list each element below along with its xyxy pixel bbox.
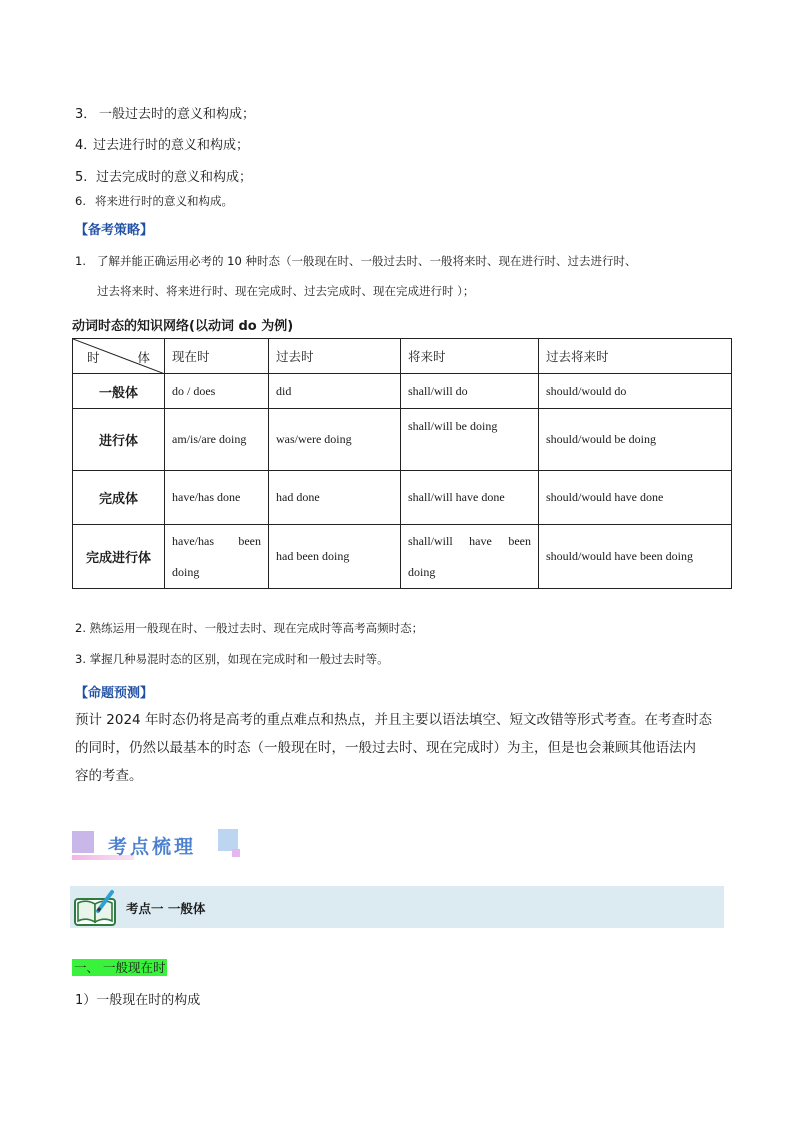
tense-table bbox=[72, 338, 732, 589]
table-cell: am/is/are doing bbox=[165, 409, 269, 471]
table-row bbox=[73, 525, 732, 589]
table-caption: 动词时态的知识网络(以动词 do 为例) bbox=[72, 319, 294, 334]
section-banner bbox=[72, 829, 242, 861]
table-row bbox=[73, 471, 732, 525]
banner-square-blue bbox=[218, 829, 238, 851]
prediction-paragraph bbox=[75, 706, 725, 790]
table-cell: had done bbox=[269, 471, 401, 525]
banner-square-pink bbox=[232, 849, 240, 857]
row-label: 一般体 bbox=[73, 374, 165, 409]
table-cell: had been doing bbox=[269, 525, 401, 589]
table-cell: should/would have been doing bbox=[539, 525, 732, 589]
table-cell: should/would be doing bbox=[539, 409, 732, 471]
kaodian-bar bbox=[70, 886, 724, 928]
intro-item-3: 3． 一般过去时的意义和构成； bbox=[75, 107, 256, 122]
section-heading bbox=[72, 957, 167, 976]
table-cell: do / does bbox=[165, 374, 269, 409]
strategy-item-1-line-2: 过去将来时、将来进行时、现在完成时、过去完成时、现在完成进行时 ）； bbox=[97, 284, 475, 298]
table-cell: should/would have done bbox=[539, 471, 732, 525]
strategy-item-2: 2. 熟练运用一般现在时、一般过去时、现在完成时等高考高频时态； bbox=[75, 621, 424, 635]
column-header: 将来时 bbox=[401, 339, 539, 374]
column-header: 过去时 bbox=[269, 339, 401, 374]
table-cell: shall/will have done bbox=[401, 471, 539, 525]
strategy-heading: 【备考策略】 bbox=[75, 223, 154, 238]
table-row bbox=[73, 374, 732, 409]
prediction-line: 容的考查。 bbox=[75, 768, 143, 784]
column-header: 现在时 bbox=[165, 339, 269, 374]
table-cell: was/were doing bbox=[269, 409, 401, 471]
section-highlight: 一、 一般现在时 bbox=[74, 960, 166, 975]
kaodian-title: 考点一 一般体 bbox=[126, 901, 206, 916]
table-header-row bbox=[73, 339, 732, 374]
table-cell: shall/will be doing bbox=[401, 409, 539, 471]
corner-label-aspect: 体 bbox=[137, 350, 150, 365]
prediction-line: 的同时，仍然以最基本的时态（一般现在时，一般过去时、现在完成时）为主，但是也会兼顾其他语法内 bbox=[75, 740, 696, 756]
table-cell: have/has been doing bbox=[165, 525, 269, 589]
table-cell: should/would do bbox=[539, 374, 732, 409]
row-label: 进行体 bbox=[73, 409, 165, 471]
column-header: 过去将来时 bbox=[539, 339, 732, 374]
corner-label-tense: 时 bbox=[87, 350, 100, 365]
book-pencil-icon bbox=[74, 889, 118, 927]
prediction-line: 预计 2024 年时态仍将是高考的重点难点和热点，并且主要以语法填空、短文改错等形式考查。在考查时态 bbox=[75, 712, 712, 728]
table-cell: shall/will do bbox=[401, 374, 539, 409]
table-corner-cell bbox=[73, 339, 165, 374]
table-row bbox=[73, 409, 732, 471]
banner-title: 考点梳理 bbox=[108, 836, 197, 858]
intro-item-4: 4．过去进行时的意义和构成； bbox=[75, 138, 250, 153]
strategy-item-3: 3. 掌握几种易混时态的区别，如现在完成时和一般过去时等。 bbox=[75, 652, 389, 666]
row-label: 完成体 bbox=[73, 471, 165, 525]
table-cell: shall/will have been doing bbox=[401, 525, 539, 589]
prediction-heading: 【命题预测】 bbox=[75, 686, 154, 701]
row-label: 完成进行体 bbox=[73, 525, 165, 589]
intro-item-6: 6. 将来进行时的意义和构成。 bbox=[75, 194, 233, 208]
table-cell: have/has done bbox=[165, 471, 269, 525]
strategy-item-1-line-1: 1. 了解并能正确运用必考的 10 种时态（一般现在时、一般过去时、一般将来时、现在进行时、过去进行时、 bbox=[75, 254, 637, 268]
section-subheading: 1）一般现在时的构成 bbox=[75, 993, 201, 1008]
banner-square-purple bbox=[72, 831, 94, 853]
table-cell: did bbox=[269, 374, 401, 409]
intro-item-5: 5. 过去完成时的意义和构成； bbox=[75, 170, 253, 185]
